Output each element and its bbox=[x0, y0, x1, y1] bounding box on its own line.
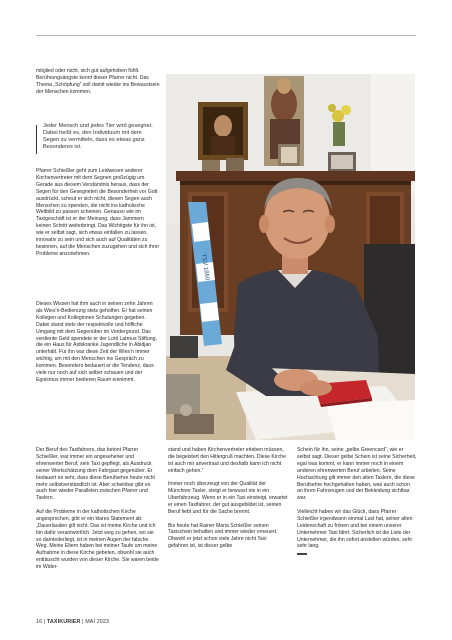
issue-date: MAI 2023 bbox=[85, 619, 110, 625]
paragraph: Dieses Wissen hat ihm auch in seinen zehn Jahren als Wies’n-Bedienung stets geholfen. Er hat seinen Kollegen und Kolleginnen Schulungen gegeben. Dabei stand stets der respektvolle und höfliche Umgang mit dem Gegenüber im Vordergrund. Das verdiente Geld spendete er der Lotti Latrous Stiftung, die ein Haus für Aidskranke Jugendliche in Abidjan unterhält. Für ihn war diese Zeit der Wies’n immer wichtig, um mit den Menschen ins Gespräch zu kommen. Besonders bedauert er die Tendenz, dass viele nur noch auf sich selber schauen und der Egoismus immer breiteren Raum einnimmt. bbox=[36, 301, 157, 383]
pull-quote bbox=[36, 123, 160, 157]
paragraph: stand und haben Kirchenvertreter erleben müssen, die begeistert den Hitlergruß machten. Diese Kirche ist auch mir anvertraut und deshalb kann ich nicht einfach gehen.“ bbox=[168, 447, 287, 474]
scarf-label: TSV 1860 bbox=[200, 253, 210, 281]
paragraph: Bis heute hat Rainer Maria Schießler seinen Taxischein behalten und immer wieder erneuert. Obwohl er jetzt schon viele Jahre nicht Taxi gefahren ist, ist dieser gelbe bbox=[168, 522, 278, 550]
intro-text: mitglied oder nicht, sich gut aufgehoben fühlt. Berührungsängste kennt dieser Pfarrer nicht. Das Thema „Schöpfung“ soll damit wieder ins Bewusstsein der Menschen kommen. bbox=[36, 68, 160, 95]
paragraph: Schein für ihn, seine „gelbe Greencard“, wie er selbst sagt. Dieser gelbe Schein ist seine Sicherheit, egal was kommt, er kann immer noch in einem anderen ehrenwerten Beruf arbeiten. Seine Hochachtung gilt immer den alten Taxlern, die diese Berufsehre hochgehalten haben, was auch schon an ihren Fahrzeugen und der Bekleidung sichtbar war. bbox=[297, 447, 417, 502]
paragraph: Vielleicht haben wir das Glück, dass Pfarrer Schießler irgendwann einmal Lust hat, seiner alten Leidenschaft zu frönen und bei einem unserer Unternehmer Taxi fährt. Sicherlich ist die Liste der Unternehmer, die ihn sofort anstellen würden, sehr sehr lang. bbox=[297, 508, 413, 550]
bottom-column-2 bbox=[168, 447, 288, 550]
footer-separator: | bbox=[82, 619, 84, 625]
left-column-middle bbox=[36, 168, 160, 258]
page-footer bbox=[36, 619, 109, 625]
magazine-name: TAXIKURIER bbox=[46, 619, 81, 625]
article-photo bbox=[166, 74, 415, 440]
footer-separator: | bbox=[43, 619, 46, 625]
paragraph: Auf die Probleme in der katholischen Kirche angesprochen, gibt er ein klares Statement ab: „Dauerlauden gilt nicht. Das ist meine Kirche und ich bin dafür verantwortlich. Jetzt weg zu gehen, wo sie so darniederliegt, ist in meinen Augen der falsche Weg. Meine Eltern haben bei meiner Taufe um meine Aufnahme in diese Kirche gebeten, obwohl sie auch enttäuscht wurden von dieser Kirche. Sie waren beide im Wider- bbox=[36, 508, 159, 571]
page-number: 16 bbox=[36, 619, 43, 625]
paragraph: Der Beruf des Taxifahrers, das betont Pfarrer Schießler, war immer ein angesehener und ehrenwerter Beruf, sein Taxi gepflegt, als Ausdruck seiner Wertschätzung dem Fahrgast gegenüber. Er bedauert es sehr, dass diese Berufsehre heute nicht mehr selbstverständlich ist. Aber scheinbar gibt es auch hier wieder Parallelen zwischen Pfarrer und Taxlern. bbox=[36, 447, 155, 502]
quote-bar bbox=[36, 125, 37, 154]
bottom-column-3 bbox=[297, 447, 417, 555]
paragraph: Pfarrer Schießler geht zum Leidwesen anderer Kirchenvertreter mit dem Segnen großzügig um. Gerade aus diesem Verständnis heraus, dass der Segen für den Gesegneten die Besonderheit vor Gott ausdrückt, scheut er sich nicht, diesen Segen auch Menschen zu spenden, die nicht ins katholische Weltbild zu passen scheinen. Genauso wie im Taxigeschäft ist er der Meinung, dass Jammern keinen Schritt weiterbringt. Das Wichtigste für ihn ist, wie er selbst sagt, sich etwas einfallen zu lassen, innovativ zu sein und sich auch auf Qualitäten zu besinnen, auf die Menschen zuzugehen und sich ihrer Probleme anzunehmen. bbox=[36, 168, 160, 257]
article-end-mark bbox=[297, 553, 307, 555]
quote-text: Jeder Mensch und jedes Tier wird gesegnet. Dabei heißt es, den Individuum mit dem Segen zu vermitteln, dass es etwas ganz Besonderes ist. bbox=[43, 123, 153, 150]
left-column-lower bbox=[36, 301, 160, 384]
paragraph: Immer noch überzeugt von der Qualität der Münchner Taxler, steigt er bewusst nie in ein Uberfahrzeug. Wenn er in ein Taxi einsteigt, erwartet er einen Taxifahrer, der gut ausgebildet ist, seinen Beruf liebt und für die Sache brennt. bbox=[168, 481, 288, 515]
bottom-column-1 bbox=[36, 447, 160, 571]
intro-paragraph bbox=[36, 68, 160, 96]
top-rule bbox=[36, 35, 416, 36]
